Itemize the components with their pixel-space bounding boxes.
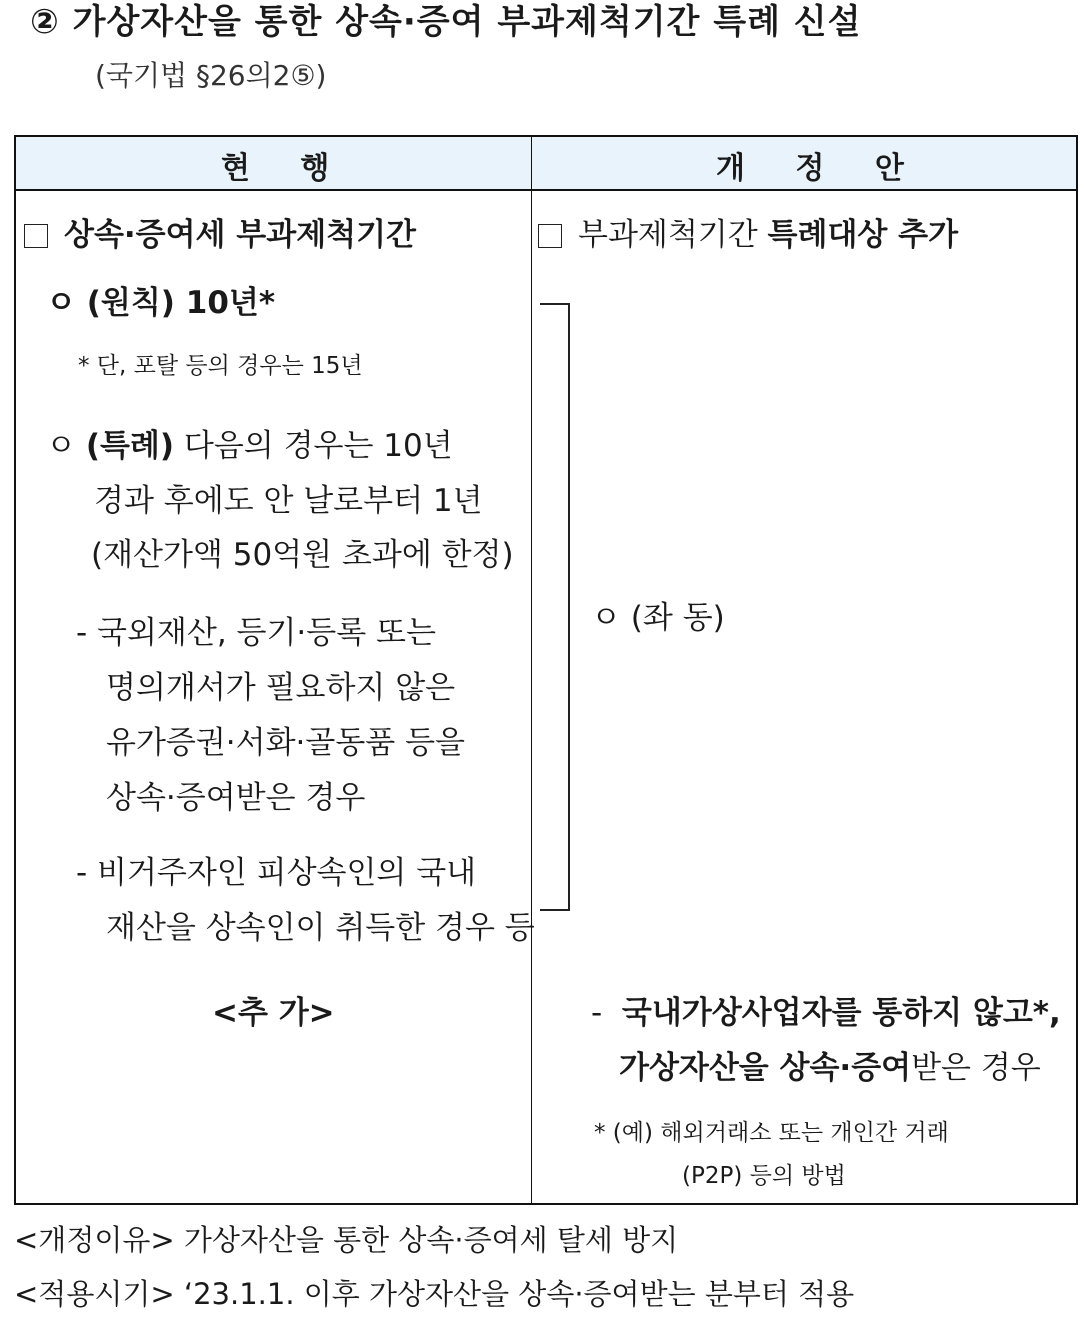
left-item-special	[46, 420, 453, 465]
right-note-line2: (P2P) 등의 방법	[682, 1163, 846, 1189]
right-new-line1	[591, 987, 1061, 1032]
effective-date: <적용시기> ‘23.1.1. 이후 가상자산을 상속·증여받는 분부터 적용	[14, 1277, 855, 1311]
right-heading-plain: 부과제척기간	[578, 217, 758, 253]
table-header	[16, 137, 1076, 191]
special-text: 다음의 경우는 10년	[174, 428, 453, 464]
right-heading	[538, 209, 958, 254]
left-heading-text: 상속·증여세 부과제척기간	[64, 217, 416, 253]
left-note-15years: * 단, 포탈 등의 경우는 15년	[78, 353, 363, 379]
special-label: (특례)	[85, 428, 175, 464]
left-special-line3: (재산가액 50억원 초과에 한정)	[91, 537, 514, 573]
section-title: ② 가상자산을 통한 상속·증여 부과제척기간 특례 신설	[30, 2, 862, 42]
right-new-bold: 국내가상사업자를 통하지 않고*,	[621, 995, 1061, 1031]
left-sub2-line2: 재산을 상속인이 취득한 경우 등	[106, 910, 535, 946]
right-new-line2	[619, 1042, 1041, 1087]
grouping-bracket	[540, 303, 570, 911]
right-new-rest: 받은 경우	[911, 1050, 1041, 1086]
left-sub1-line3: 유가증권·서화·골동품 등을	[106, 725, 465, 761]
left-added-placeholder: <추 가>	[212, 995, 335, 1031]
right-same-as-left: ㅇ (좌 동)	[591, 600, 725, 636]
column-divider	[531, 137, 532, 1203]
dash: -	[591, 995, 603, 1031]
left-item-principle: ㅇ (원칙) 10년*	[46, 285, 276, 321]
right-new-bold2: 가상자산을 상속·증여	[619, 1050, 912, 1086]
header-current: 현 행	[221, 151, 350, 186]
right-note-line1: * (예) 해외거래소 또는 개인간 거래	[594, 1120, 949, 1146]
bullet: ㅇ	[46, 428, 76, 464]
left-sub2-line1: - 비거주자인 피상속인의 국내	[76, 855, 477, 891]
right-heading-bold: 특례대상 추가	[767, 217, 959, 253]
checkbox-icon	[24, 224, 48, 248]
left-sub1-line4: 상속·증여받은 경우	[106, 780, 366, 816]
legal-reference: (국기법 §26의2⑤)	[95, 59, 327, 92]
amendment-reason: <개정이유> 가상자산을 통한 상속·증여세 탈세 방지	[14, 1223, 679, 1257]
left-special-line2: 경과 후에도 안 날로부터 1년	[94, 483, 483, 519]
left-heading	[24, 209, 416, 254]
left-sub1-line1: - 국외재산, 등기·등록 또는	[76, 615, 436, 651]
header-revised: 개 정 안	[716, 151, 924, 186]
checkbox-icon	[538, 224, 562, 248]
left-sub1-line2: 명의개서가 필요하지 않은	[106, 670, 456, 706]
